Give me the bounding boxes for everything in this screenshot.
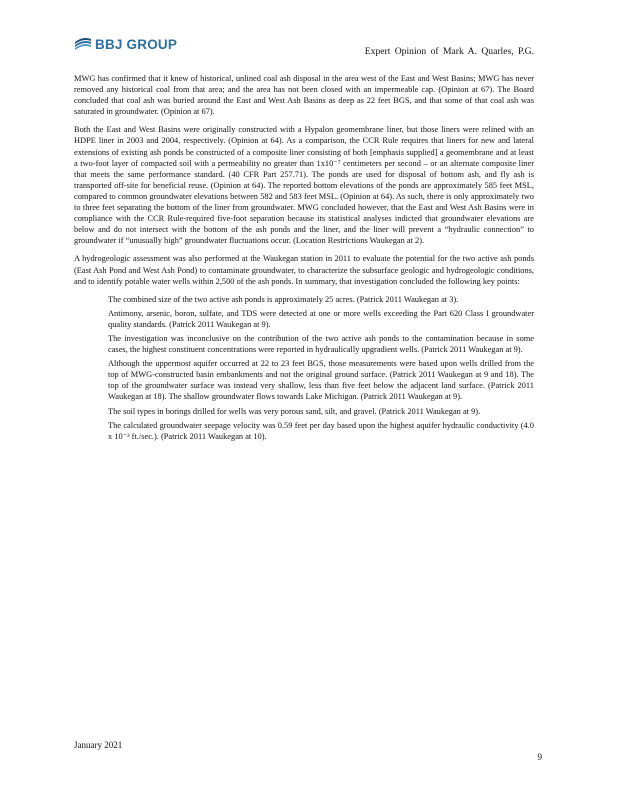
- list-item: [74, 333, 534, 355]
- list-item: [74, 294, 534, 305]
- bbj-logo-icon: [74, 36, 92, 52]
- list-item: [74, 308, 534, 330]
- document-header-author: Expert Opinion of Mark A. Quarles, P.G.: [364, 46, 534, 57]
- list-item: [74, 358, 534, 402]
- paragraph: Both the East and West Basins were originally constructed with a Hypalon geomembrane liner, but those liners were relined with an HDPE liner in 2003 and 2004, respectively. (Opinion at 64). As a comparison, the CCR Rule requires that liners for new and lateral extensions of existing ash ponds be constructed of a composite liner consisting of both [emphasis supplied] a geomembrane and at least a two-foot layer of compacted soil with a permeability no greater than 1x10⁻⁷ centimeters per second – or an alternate composite liner that meets the same performance standard. (40 CFR Part 257.71). The ponds are used for disposal of bottom ash, and fly ash is transported off-site for beneficial reuse. (Opinion at 64). The reported bottom elevations of the ponds are approximately 585 feet MSL, compared to common groundwater elevations between 582 and 583 feet MSL. (Opinion at 64). As such, there is only approximately two to three feet separating the bottom of the liner from groundwater. MWG concluded however, that the East and West Ash Basins were in compliance with the CCR Rule-required five-foot separation because its statistical analyses indicted that groundwater elevations are below and do not intersect with the bottom of the ash ponds and the liner, and the liner will prevent a “hydraulic connection” to groundwater if “unusually high” groundwater fluctuations occur. (Location Restrictions Waukegan at 2).: [74, 125, 534, 246]
- key-points-list: [74, 294, 534, 442]
- list-item-text: The investigation was inconclusive on the contribution of the two active ash ponds to the contamination because in some cases, the highest constituent concentrations were reported in hydraulically upgradient wells. (Patrick 2011 Waukegan at 9).: [108, 333, 534, 355]
- paragraph: MWG has confirmed that it knew of historical, unlined coal ash disposal in the area west of the East and West Basins; MWG has never removed any historical coal from that area; and the area has not been closed with an impermeable cap. (Opinion at 67). The Board concluded that coal ash was buried around the East and West Ash Basins as deep as 22 feet BGS, and that some of that coal ash was saturated in groundwater. (Opinion at 67).: [74, 74, 534, 117]
- page-number: 9: [537, 752, 542, 762]
- list-item: [74, 420, 534, 442]
- list-item-text: The soil types in borings drilled for wells was very porous sand, silt, and gravel. (Patrick 2011 Waukegan at 9).: [108, 406, 481, 416]
- paragraph: A hydrogeologic assessment was also performed at the Waukegan station in 2011 to evaluate the potential for the two active ash ponds (East Ash Pond and West Ash Pond) to contaminate groundwater, to characterize the subsurface geologic and hydrogeologic conditions, and to identify potable water wells within 2,500 of the ash ponds. In summary, that investigation concluded the following key points:: [74, 254, 534, 286]
- footer-date: January 2021: [74, 740, 123, 750]
- company-logo: [74, 36, 177, 52]
- list-item-text: The calculated groundwater seepage velocity was 0.59 feet per day based upon the highest aquifer hydraulic conductivity (4.0 x 10⁻³ ft./sec.). (Patrick 2011 Waukegan at 10).: [108, 420, 534, 441]
- list-item-text: The combined size of the two active ash ponds is approximately 25 acres. (Patrick 2011 Waukegan at 3).: [108, 294, 459, 304]
- document-body: [74, 73, 534, 445]
- logo-text: BBJ GROUP: [95, 36, 178, 52]
- list-item-text: Although the uppermost aquifer occurred at 22 to 23 feet BGS, those measurements were based upon wells drilled from the top of MWG-constructed basin embankments and not the original ground surface. (Patrick 2011 Waukegan at 9 and 18). The top of the groundwater surface was instead very shallow, less than five feet below the adjacent land surface. (Patrick 2011 Waukegan at 18). The shallow groundwater flows towards Lake Michigan. (Patrick 2011 Waukegan at 9).: [108, 359, 534, 402]
- list-item-text: Antimony, arsenic, boron, sulfate, and TDS were detected at one or more wells exceeding the Part 620 Class I groundwater quality standards. (Patrick 2011 Waukegan at 9).: [108, 308, 534, 329]
- list-item: [74, 406, 534, 417]
